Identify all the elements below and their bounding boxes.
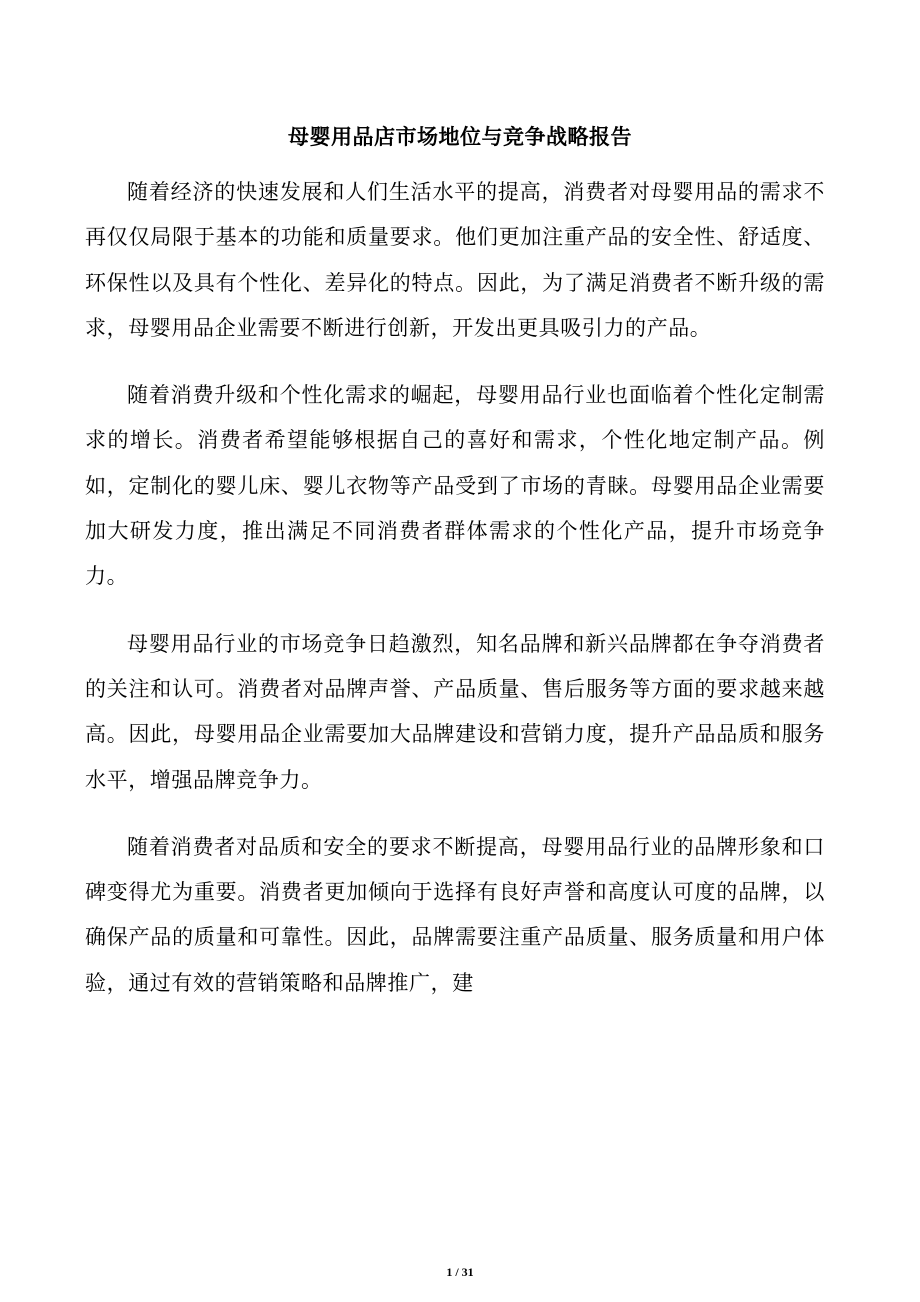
- body-paragraph-4: 随着消费者对品质和安全的要求不断提高，母婴用品行业的品牌形象和口碑变得尤为重要。消费者更加倾向于选择有良好声誉和高度认可度的品牌，以确保产品的质量和可靠性。因此，品牌需要注重产品质量、服务质量和用户体验，通过有效的营销策略和品牌推广，建: [85, 834, 825, 995]
- body-paragraph-2: 随着消费升级和个性化需求的崛起，母婴用品行业也面临着个性化定制需求的增长。消费者希望能够根据自己的喜好和需求，个性化地定制产品。例如，定制化的婴儿床、婴儿衣物等产品受到了市场的青睐。母婴用品企业需要加大研发力度，推出满足不同消费者群体需求的个性化产品，提升市场竞争力。: [85, 383, 825, 589]
- document-title: 母婴用品店市场地位与竞争战略报告: [288, 124, 632, 149]
- body-paragraph-1: 随着经济的快速发展和人们生活水平的提高，消费者对母婴用品的需求不再仅仅局限于基本的功能和质量要求。他们更加注重产品的安全性、舒适度、环保性以及具有个性化、差异化的特点。因此，为了满足消费者不断升级的需求，母婴用品企业需要不断进行创新，开发出更具吸引力的产品。: [85, 180, 825, 340]
- page-number: 1 / 31: [446, 1265, 474, 1279]
- document-body: [85, 170, 825, 1028]
- body-paragraph-3: 母婴用品行业的市场竞争日趋激烈，知名品牌和新兴品牌都在争夺消费者的关注和认可。消费者对品牌声誉、产品质量、售后服务等方面的要求越来越高。因此，母婴用品企业需要加大品牌建设和营销力度，提升产品品质和服务水平，增强品牌竞争力。: [85, 631, 825, 792]
